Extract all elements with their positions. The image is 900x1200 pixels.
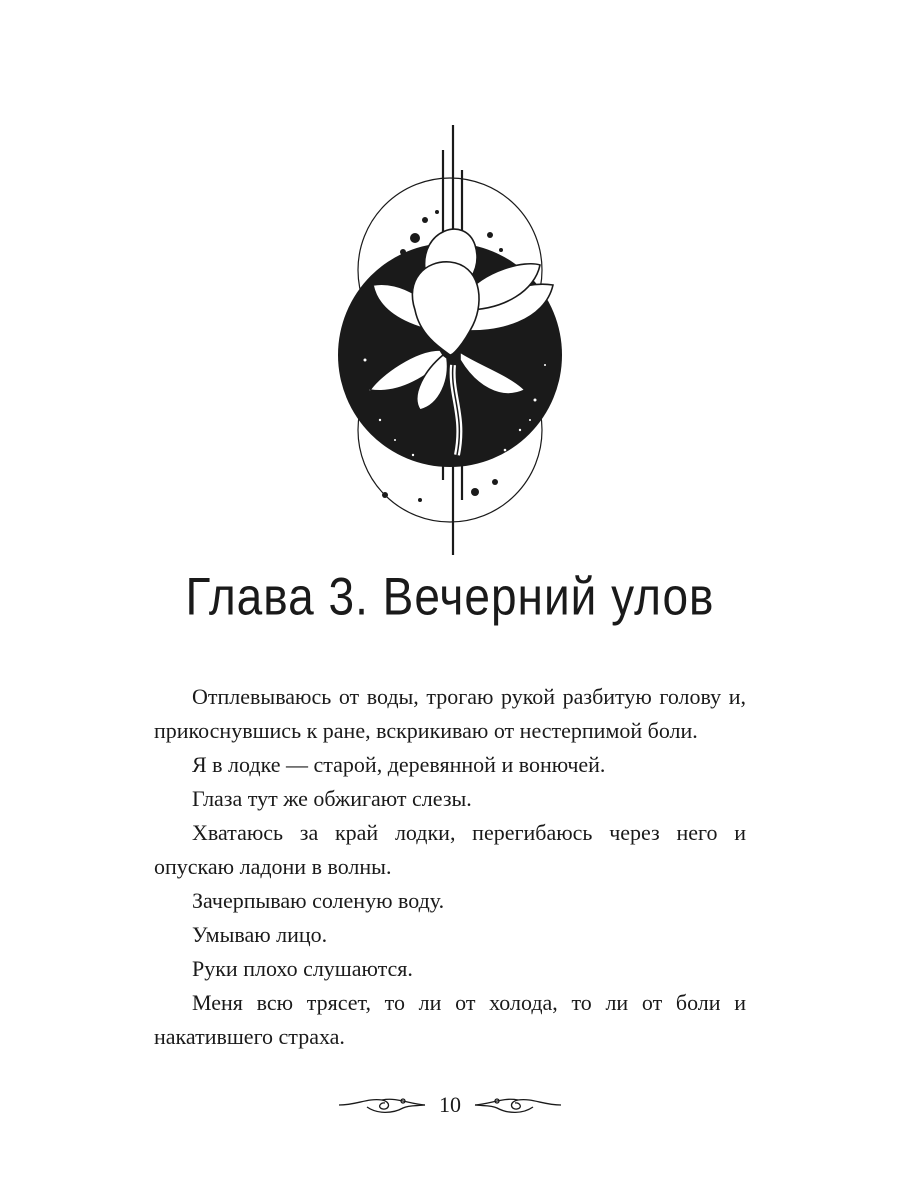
- paragraph: Хватаюсь за край лодки, перегибаюсь через него и опускаю ладони в волны.: [154, 820, 746, 879]
- page-footer: [0, 1088, 900, 1122]
- paragraph: Отплевываюсь от воды, трогаю рукой разбитую голову и, прикоснувшись к ране, вскрикиваю от нестерпимой боли.: [154, 684, 746, 743]
- page-number: 10: [439, 1092, 461, 1117]
- paragraph: Умываю лицо.: [192, 922, 328, 947]
- chapter-title: Глава 3. Вечерний улов: [185, 566, 715, 626]
- left-flourish-ornament: [337, 1092, 427, 1118]
- paragraph: Глаза тут же обжигают слезы.: [192, 786, 472, 811]
- flower-circle-illustration: [325, 120, 575, 560]
- paragraph: Я в лодке — старой, деревянной и вонючей.: [192, 752, 606, 777]
- paragraph: Зачерпываю соленую воду.: [192, 888, 445, 913]
- paragraph: Руки плохо слушаются.: [192, 956, 413, 981]
- right-flourish-ornament: [473, 1092, 563, 1118]
- paragraph: Меня всю трясет, то ли от холода, то ли от боли и накатившего страха.: [154, 990, 746, 1049]
- chapter-body: [154, 680, 746, 1054]
